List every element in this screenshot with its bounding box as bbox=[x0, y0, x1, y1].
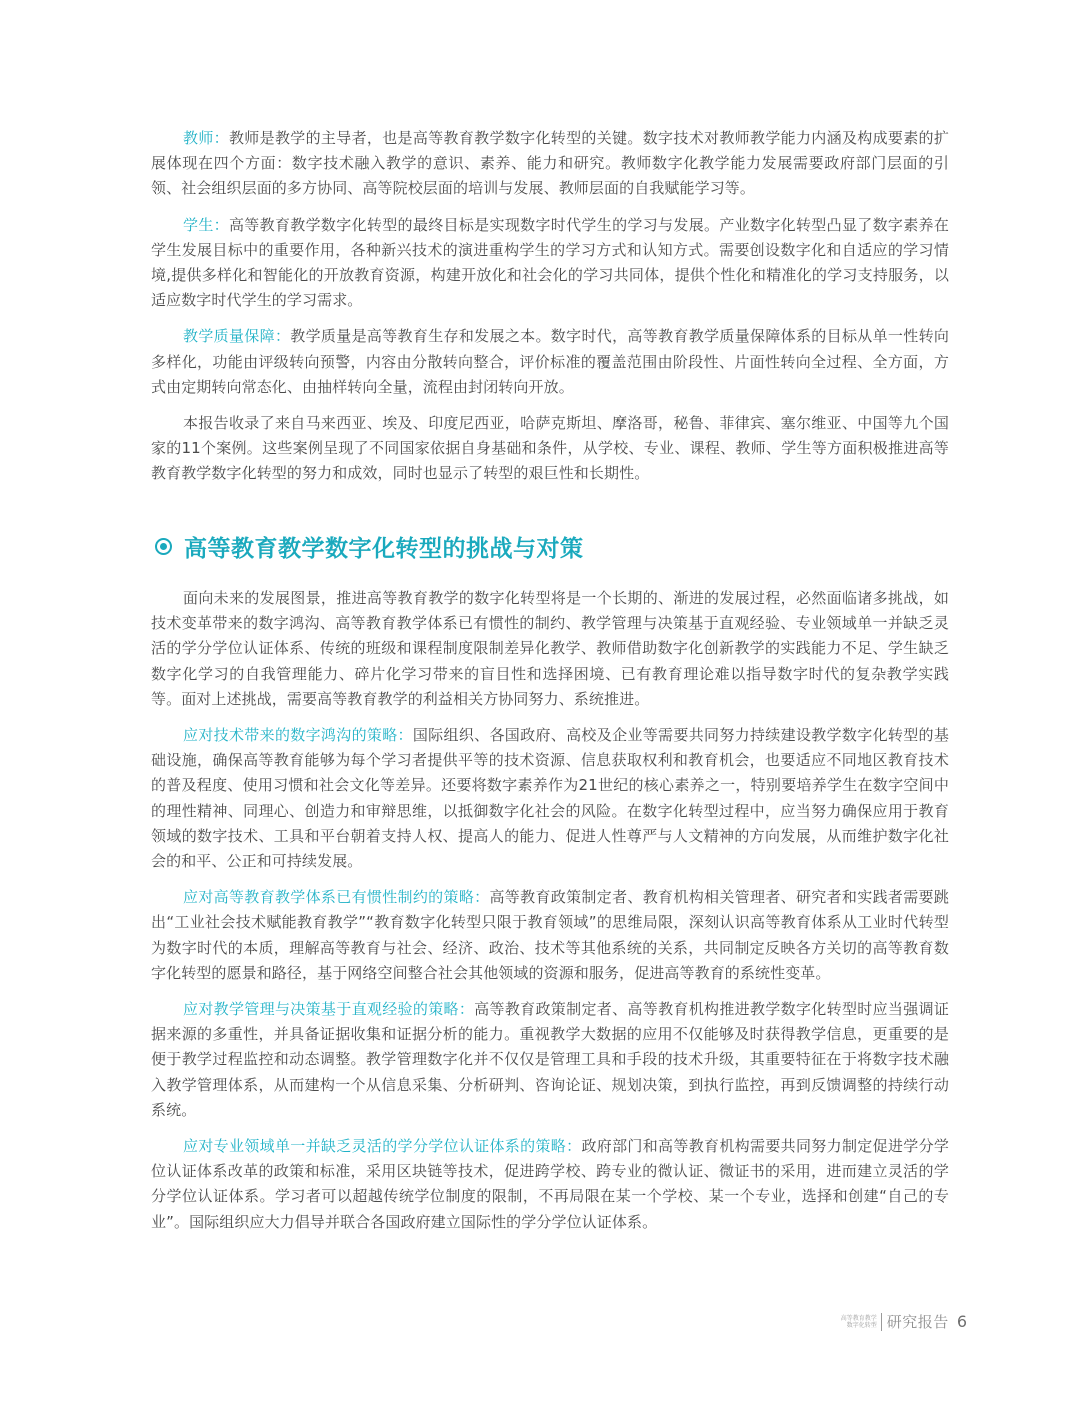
footer-report-subtitle bbox=[841, 1315, 877, 1329]
paragraph-label: 学生： bbox=[183, 215, 229, 234]
paragraph-challenges bbox=[151, 586, 949, 712]
section-heading bbox=[155, 530, 955, 563]
paragraph-text: 国际组织、各国政府、高校及企业等需要共同努力持续建设教学数字化转型的基础设施，确保高等教育能够为每个学习者提供平等的技术资源、信息获取权利和教育机会，也要适应不同地区教育技术的普及程度、使用习惯和社会文化等差异。还要将数字素养作为21世纪的核心素养之一，特别要培养学生在数字空间中的理性精神、同理心、创造力和审辩思维，以抵御数字化社会的风险。在数字化转型过程中，应当努力确保应用于教育领域的数字技术、工具和平台朝着支持人权、提高人的能力、促进人性尊严与人文精神的方向发展，从而维护数字化社会的和平、公正和可持续发展。 bbox=[151, 726, 949, 871]
paragraph-strategy-credentials bbox=[151, 1134, 949, 1235]
paragraph-text: 面向未来的发展图景，推进高等教育教学的数字化转型将是一个长期的、渐进的发展过程，必然面临诸多挑战，如技术变革带来的数字鸿沟、高等教育教学体系已有惯性的制约、教学管理与决策基于直观经验、专业领域单一并缺乏灵活的学分学位认证体系、传统的班级和课程制度限制差异化教学、教师借助数字化创新教学的实践能力不足、学生缺乏数字化学习的自我管理能力、碎片化学习带来的盲目性和选择困境、已有教育理论难以指导数字时代的复杂教学实践等。面对上述挑战，需要高等教育教学的利益相关方协同努力、系统推进。 bbox=[151, 589, 949, 708]
paragraph-text: 本报告收录了来自马来西亚、埃及、印度尼西亚，哈萨克斯坦、摩洛哥，秘鲁、菲律宾、塞尔维亚、中国等九个国家的11个案例。这些案例呈现了不同国家依据自身基础和条件，从学校、专业、课程、教师、学生等方面积极推进高等教育教学数字化转型的努力和成效，同时也显示了转型的艰巨性和长期性。 bbox=[151, 414, 949, 483]
bottom-paragraphs bbox=[151, 586, 949, 1246]
section-title: 高等教育教学数字化转型的挑战与对策 bbox=[184, 536, 584, 562]
paragraph-report-summary bbox=[151, 411, 949, 487]
page-footer bbox=[841, 1311, 967, 1332]
paragraph-strategy-digital-divide bbox=[151, 723, 949, 874]
paragraph-label: 教师： bbox=[183, 129, 229, 147]
footer-small-line: 高等教育教学 bbox=[840, 1314, 877, 1322]
paragraph-strategy-inertia bbox=[151, 885, 949, 986]
footer-divider bbox=[881, 1313, 882, 1331]
paragraph-text: 教学质量是高等教育生存和发展之本。数字时代，高等教育教学质量保障体系的目标从单一性转向多样化，功能由评级转向预警，内容由分散转向整合，评价标准的覆盖范围由阶段性、片面性转向全过程、全方面，方式由定期转向常态化、由抽样转向全量，流程由封闭转向开放。 bbox=[151, 327, 950, 396]
paragraph-text: 高等教育政策制定者、高等教育机构推进教学数字化转型时应当强调证据来源的多重性，并具备证据收集和证据分析的能力。重视教学大数据的应用不仅能够及时获得教学信息，更重要的是便于教学过程监控和动态调整。教学管理数字化并不仅仅是管理工具和手段的技术升级，其重要特征在于将数字技术融入教学管理体系，从而建构一个从信息采集、分析研判、咨询论证、规划决策，到执行监控，再到反馈调整的持续行动系统。 bbox=[151, 1000, 950, 1119]
paragraph-text: 教师是教学的主导者，也是高等教育教学数字化转型的关键。数字技术对教师教学能力内涵及构成要素的扩展体现在四个方面：数字技术融入教学的意识、素养、能力和研究。教师数字化教学能力发展需要政府部门层面的引领、社会组织层面的多方协同、高等院校层面的培训与发展、教师层面的自我赋能学习等。 bbox=[151, 129, 949, 198]
target-circle-icon bbox=[155, 538, 172, 555]
paragraph-text: 政府部门和高等教育机构需要共同努力制定促进学分学位认证体系改革的政策和标准，采用区块链等技术，促进跨学校、跨专业的微认证、微证书的采用，进而建立灵活的学分学位认证体系。学习者可以超越传统学位制度的限制，不再局限在某一个学校、某一个专业，选择和创建“自己的专业”。国际组织应大力倡导并联合各国政府建立国际性的学分学位认证体系。 bbox=[151, 1137, 949, 1231]
paragraph-quality bbox=[151, 324, 949, 400]
footer-title: 研究报告 bbox=[886, 1313, 949, 1331]
paragraph-student bbox=[151, 213, 949, 314]
top-paragraphs bbox=[151, 126, 949, 498]
paragraph-strategy-management bbox=[151, 997, 949, 1123]
paragraph-label: 应对技术带来的数字鸿沟的策略： bbox=[183, 726, 413, 745]
paragraph-text: 高等教育教学数字化转型的最终目标是实现数字时代学生的学习与发展。产业数字化转型凸显了数字素养在学生发展目标中的重要作用，各种新兴技术的演进重构学生的学习方式和认知方式。需要创设数字化和自适应的学习情境,提供多样化和智能化的开放教育资源，构建开放化和社会化的学习共同体，提供个性化和精准化的学习支持服务，以适应数字时代学生的学习需求。 bbox=[151, 215, 949, 310]
paragraph-label: 应对专业领域单一并缺乏灵活的学分学位认证体系的策略： bbox=[183, 1137, 582, 1156]
paragraph-label: 教学质量保障： bbox=[183, 327, 291, 346]
paragraph-label: 应对高等教育教学体系已有惯性制约的策略： bbox=[183, 888, 490, 907]
page-number: 6 bbox=[956, 1312, 967, 1331]
paragraph-teacher bbox=[151, 126, 949, 202]
paragraph-text: 高等教育政策制定者、教育机构相关管理者、研究者和实践者需要跳出“工业社会技术赋能教育教学”“教育数字化转型只限于教育领域”的思维局限，深刻认识高等教育体系从工业时代转型为数字时代的本质，理解高等教育与社会、经济、政治、技术等其他系统的关系，共同制定反映各方关切的高等教育数字化转型的愿景和路径，基于网络空间整合社会其他领域的资源和服务，促进高等教育的系统性变革。 bbox=[151, 888, 949, 982]
paragraph-label: 应对教学管理与决策基于直观经验的策略： bbox=[183, 1000, 475, 1019]
footer-small-line: 数字化转型 bbox=[846, 1321, 877, 1329]
